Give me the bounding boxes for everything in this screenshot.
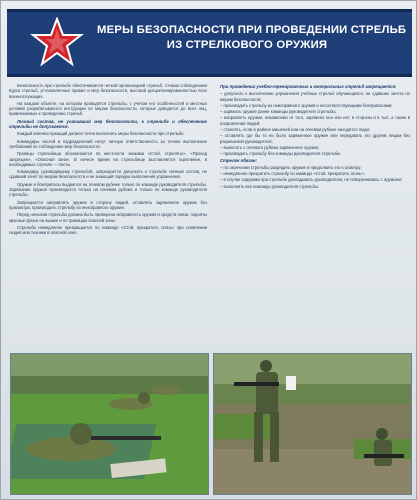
title-line-1: МЕРЫ БЕЗОПАСНОСТИ ПРИ ПРОВЕДЕНИИ СТРЕЛЬБ: [97, 24, 407, 36]
paragraph: Командиру, руководящему стрельбой, запрещается допускать к стрельбе личный состав, не сдавший зачет по мерам безопасности и не знающий порядка выполнения упражнения.: [9, 169, 207, 180]
paragraph: На каждом объекте, на котором проводятся стрельбы, с учетом его особенностей и местных условий разрабатываются инструкции по мерам безопасности, которые доводятся до всех лиц, привлекаемых к проведению стрельб.: [9, 100, 207, 117]
list-item: – направлять оружие, независимо от того, заряжено оно или нет, в стороны и в тыл, а также в направлении людей;: [220, 115, 410, 126]
list-item: – производить стрельбу без команды руководителя стрельбы.: [220, 151, 410, 156]
duties-list: [212, 165, 410, 189]
title-line-2: ИЗ СТРЕЛКОВОГО ОРУЖИЯ: [166, 39, 328, 51]
red-star-emblem-icon: [27, 17, 87, 69]
paragraph: Перед началом стрельбы должна быть проверена исправность оружия и средств связи, подняты красные флаги на вышке и по границам опасной зоны.: [9, 212, 207, 223]
prone-shooters-photo: [10, 353, 209, 495]
paragraph: Безопасность при стрельбе обеспечивается четкой организацией стрельб, точным соблюдением Курса стрельб, установленных правил и мер безопасности, высокой дисциплинированностью всех военнослужащих.: [9, 83, 207, 99]
section-heading: При проведении учебно-тренировочных и контрольных стрельб запрещается:: [220, 84, 397, 89]
paragraph: Оружие и боеприпасы выдаются на огневом рубеже только по команде руководителя стрельбы. Заряжание оружия производится только на огневом рубеже и только по команде руководителя стрельбы.: [9, 181, 207, 198]
list-item: – выносить с огневого рубежа заряженное оружие;: [220, 145, 410, 150]
paragraph: Границы стрельбища обозначаются по местности знаками «Стой, стрелять!», «Проход запрещен», «Опасная зона». В ночное время на стрельбище выставляется оцепление, в необходимых случаях — посты.: [9, 151, 207, 167]
poster-title: [97, 23, 407, 53]
list-item: – допускать к выполнению упражнения учебных стрельб обучающихся, не сдавших зачета по мерам безопасности;: [220, 91, 410, 102]
list-item: – заряжать оружие ранее команды руководителя стрельбы;: [220, 109, 410, 114]
right-text-column: [212, 83, 410, 347]
standing-shooter-photo: [213, 353, 412, 495]
list-item: – по окончании стрельбы разрядить оружие и предъявить его к осмотру;: [220, 165, 410, 170]
list-item: – в случае задержки при стрельбе докладывать руководителю, не поворачиваясь с оружием;: [220, 177, 410, 182]
list-item: – немедленно прекратить стрельбу по команде «Стой, прекратить огонь»;: [220, 171, 410, 176]
paragraph: Каждый военнослужащий должен точно выполнять меры безопасности при стрельбе.: [17, 131, 185, 137]
list-item: – выполнять все команды руководителя стрельбы.: [220, 184, 410, 189]
section-heading: Стрелок обязан:: [220, 157, 258, 163]
prone-soldiers-image: [11, 354, 208, 494]
paragraph: Запрещается направлять оружие в сторону людей, оставлять заряженное оружие без присмотра, производить стрельбу из неисправного оружия.: [9, 199, 207, 210]
prohibitions-list: [212, 91, 410, 156]
list-item: – стрелять, если в районе мишеней или на огневом рубеже находятся люди;: [220, 127, 410, 132]
section-heading: Личный состав, не усвоивший мер безопасности, к стрельбе и обеспечению стрельбы не допускается.: [9, 118, 207, 130]
list-item: – производить стрельбу из неисправного оружия и несоответствующими боеприпасами;: [220, 103, 410, 108]
paragraph: Стрельба немедленно прекращается по команде «Стой, прекратить огонь» при появлении людей или техники в опасной зоне.: [9, 224, 207, 236]
paragraph: Командиры частей и подразделений несут личную ответственность за точное выполнение требований по соблюдению мер безопасности.: [9, 138, 207, 149]
poster-header: [7, 9, 412, 77]
standing-soldier-image: [214, 354, 411, 494]
left-text-column: [9, 83, 207, 347]
list-item: – оставлять где бы то ни было заряженное оружие или передавать его другим лицам без разрешения руководителя;: [220, 133, 410, 144]
